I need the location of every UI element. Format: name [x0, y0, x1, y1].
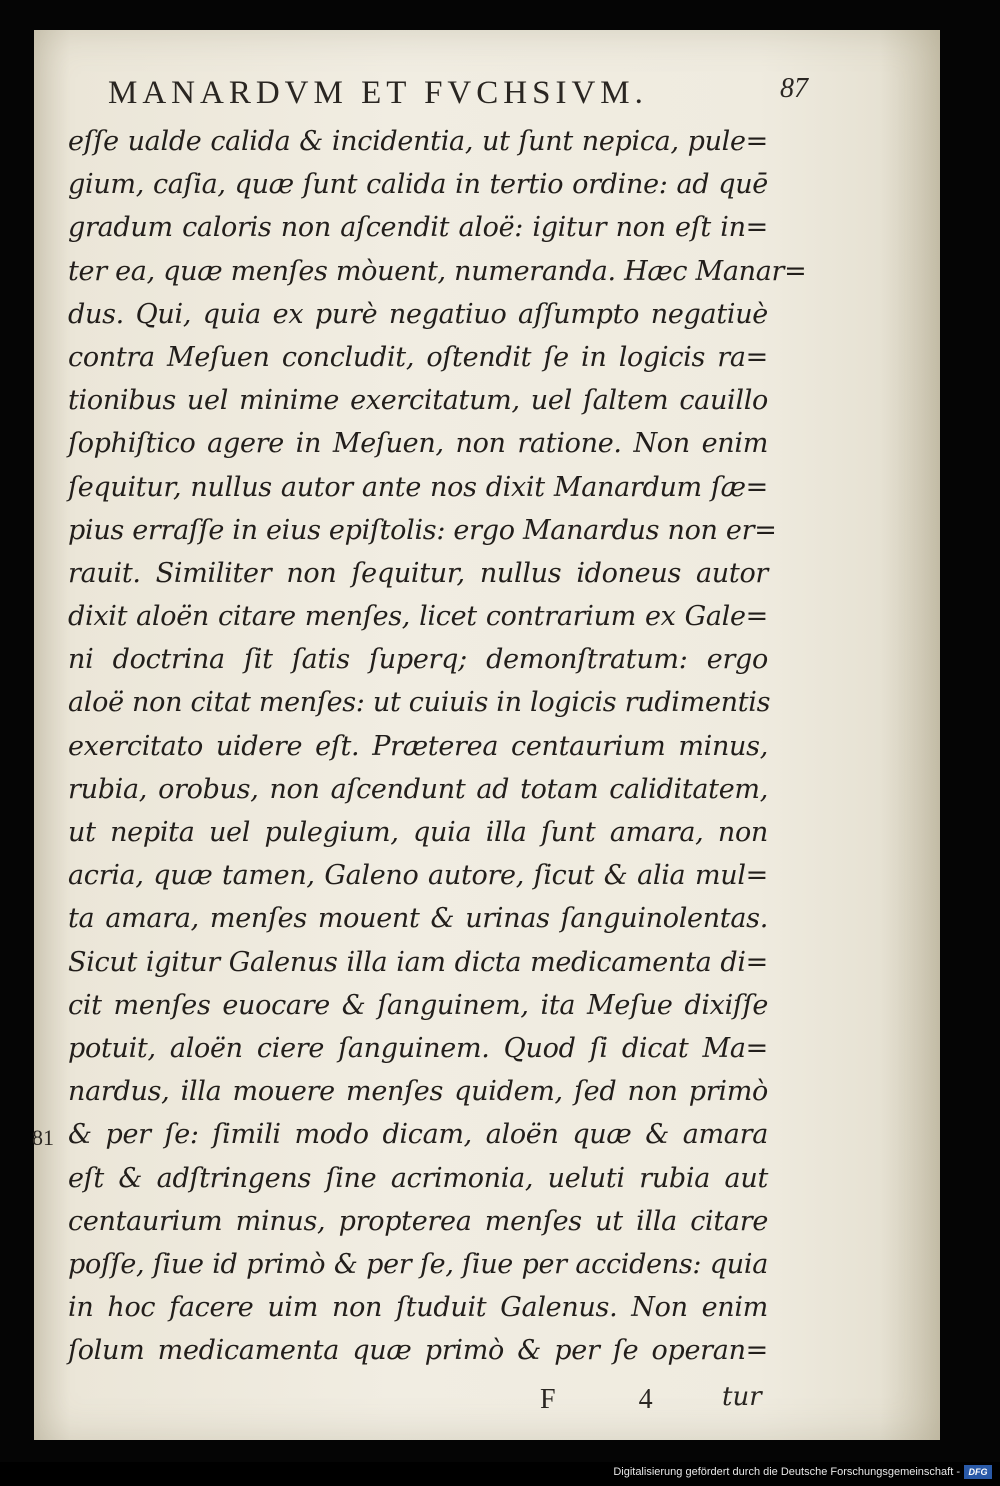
- text-line: exercitato uidere eſt. Præterea centaurium minus,: [68, 730, 768, 762]
- text-line: ſophiſtico agere in Meſuen, non ratione. Non enim: [68, 428, 768, 460]
- text-line: eſt & adſtringens ſine acrimonia, ueluti rubia aut: [68, 1162, 768, 1194]
- text-line: poſſe, ſiue id primò & per ſe, ſiue per accidens: quia: [68, 1248, 768, 1280]
- body-text: [68, 120, 807, 1372]
- text-line: dixit aloën citare menſes, licet contrarium ex Gale=: [68, 601, 768, 633]
- signature-mark: F 4: [540, 1384, 691, 1415]
- text-line: rubia, orobus, non aſcendunt ad totam caliditatem,: [68, 773, 768, 805]
- text-line: ta amara, menſes mouent & urinas ſanguinolentas.: [68, 903, 768, 935]
- text-line: aloë non citat menſes: ut cuiuis in logicis rudimentis: [68, 687, 771, 719]
- text-line: Sicut igitur Galenus illa iam dicta medicamenta di=: [68, 946, 768, 978]
- text-line: rauit. Similiter non ſequitur, nullus idoneus autor: [68, 557, 768, 589]
- text-line: nardus, illa mouere menſes quidem, ſed non primò: [68, 1076, 768, 1108]
- text-line: ni doctrina ſit ſatis ſuperq; demonſtratum: ergo: [68, 644, 768, 676]
- page-number: 87: [780, 73, 808, 104]
- catchword: tur: [722, 1382, 762, 1412]
- text-line: gradum caloris non aſcendit aloë: igitur non eſt in=: [68, 212, 768, 244]
- text-line: pius erraſſe in eius epiſtolis: ergo Manardus non er=: [68, 514, 777, 546]
- text-line: ut nepita uel pulegium, quia illa ſunt amara, non: [68, 817, 768, 848]
- text-line: tionibus uel minime exercitatum, uel ſaltem cauillo: [68, 385, 768, 417]
- text-line: dus. Qui, quia ex purè negatiuo aſſumpto negatiuè: [68, 298, 768, 330]
- text-line: potuit, aloën ciere ſanguinem. Quod ſi dicat Ma=: [68, 1032, 768, 1064]
- text-line: contra Meſuen concludit, oſtendit ſe in logicis ra=: [68, 341, 768, 373]
- text-line: ſolum medicamenta quæ primò & per ſe operan=: [68, 1335, 768, 1367]
- text-line: ter ea, quæ menſes mòuent, numeranda. Hæc Manar=: [68, 255, 807, 287]
- text-line: acria, quæ tamen, Galeno autore, ſicut & alia mul=: [68, 860, 768, 892]
- page-edge-shadow: [880, 30, 940, 1440]
- running-head: MANARDVM ET FVCHSIVM.: [108, 75, 648, 111]
- text-line: & per ſe: ſimili modo dicam, aloën quæ & amara: [68, 1119, 768, 1151]
- text-line: centaurium minus, propterea menſes ut illa citare: [68, 1205, 768, 1237]
- text-line: in hoc facere uim non ſtuduit Galenus. Non enim: [68, 1292, 768, 1324]
- dfg-logo: DFG: [964, 1465, 992, 1479]
- marginal-note: 81: [32, 1125, 54, 1150]
- text-line: gium, caſia, quæ ſunt calida in tertio ordine: ad quē: [68, 169, 768, 201]
- funding-credit: Digitalisierung gefördert durch die Deutsche Forschungsgemeinschaft -: [613, 1466, 960, 1478]
- text-line: eſſe ualde calida & incidentia, ut ſunt nepica, pule=: [68, 126, 768, 157]
- text-line: ſequitur, nullus autor ante nos dixit Manardum ſæ=: [68, 471, 768, 503]
- text-line: cit menſes euocare & ſanguinem, ita Meſue dixiſſe: [68, 989, 768, 1021]
